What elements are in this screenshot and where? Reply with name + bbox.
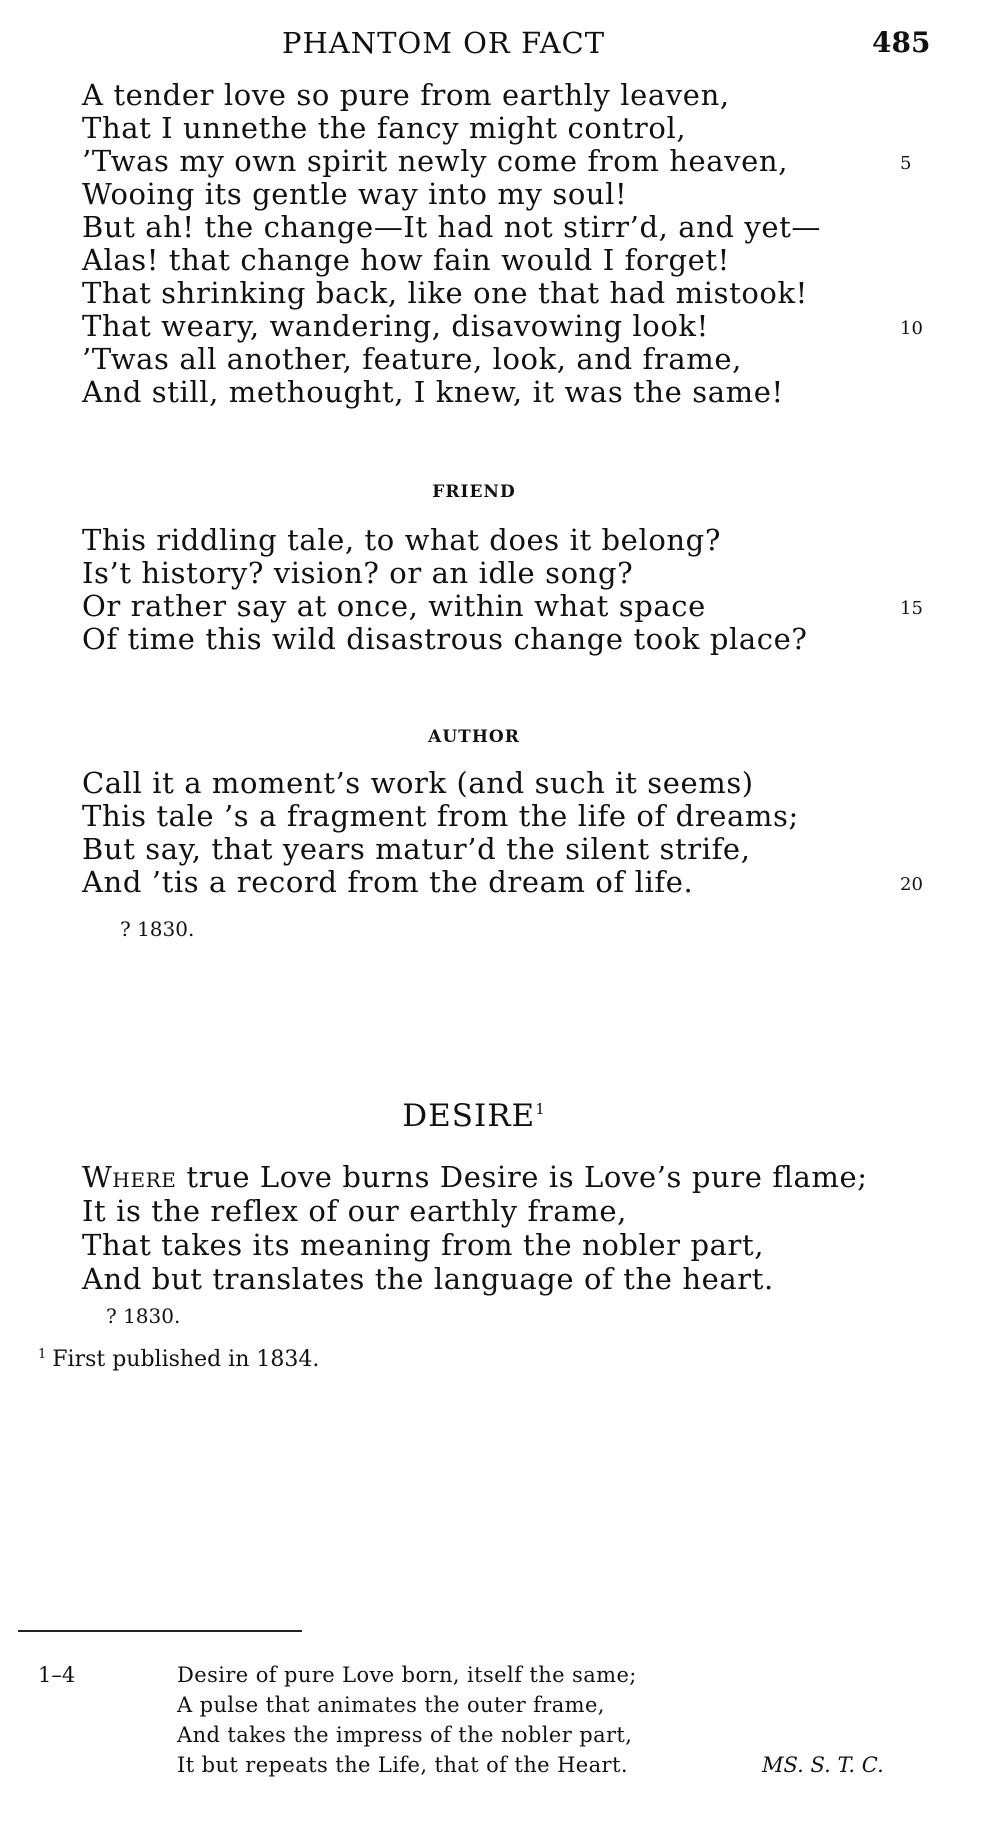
verse-line: Or rather say at once, within what space	[82, 589, 706, 623]
speaker-friend: FRIEND	[432, 482, 516, 502]
verse-line: Wooing its gentle way into my soul!	[82, 177, 628, 211]
variant-line: It but repeats the Life, that of the Heart.	[177, 1753, 628, 1777]
verse-line: It is the reflex of our earthly frame,	[82, 1194, 627, 1228]
first-line-rest: true Love burns Desire is Love’s pure flame;	[176, 1160, 868, 1194]
line-number: 15	[900, 598, 923, 619]
footnote	[38, 1347, 319, 1372]
verse-line: ’Twas all another, feature, look, and frame,	[82, 342, 742, 376]
verse-line: That takes its meaning from the nobler part,	[82, 1228, 765, 1262]
speaker-author: AUTHOR	[428, 727, 520, 747]
verse-line: Of time this wild disastrous change took place?	[82, 622, 808, 656]
verse-line: But ah! the change—It had not stirr’d, and yet—	[82, 210, 822, 244]
line-number: 10	[900, 318, 923, 339]
variant-line: Desire of pure Love born, itself the same;	[177, 1663, 637, 1687]
poem-title-text: DESIRE	[402, 1098, 536, 1134]
verse-line: That shrinking back, like one that had mistook!	[82, 276, 808, 310]
verse-line: A tender love so pure from earthly leaven,	[82, 78, 730, 112]
verse-line: This tale ’s a fragment from the life of dreams;	[82, 799, 799, 833]
verse-line: And still, methought, I knew, it was the same!	[82, 375, 784, 409]
page-number: 485	[872, 26, 931, 59]
verse-line: Alas! that change how fain would I forget!	[82, 243, 730, 277]
verse-line: But say, that years matur’d the silent strife,	[82, 832, 751, 866]
poem-date: ? 1830.	[120, 917, 195, 941]
variant-line: And takes the impress of the nobler part,	[177, 1723, 633, 1747]
footnote-text: First published in 1834.	[52, 1347, 320, 1372]
poem-title	[0, 1098, 948, 1134]
verse-line	[82, 1160, 868, 1194]
line-number: 5	[900, 153, 912, 174]
verse-line: This riddling tale, to what does it belong?	[82, 523, 721, 557]
variant-line: A pulse that animates the outer frame,	[177, 1693, 605, 1717]
first-word: Where	[82, 1160, 177, 1194]
verse-line: That I unnethe the fancy might control,	[82, 111, 687, 145]
verse-line: And ’tis a record from the dream of life.	[82, 865, 694, 899]
page-header	[0, 26, 1000, 66]
footnote-reference: 1	[535, 1100, 546, 1118]
line-number: 20	[900, 874, 923, 895]
verse-line: Call it a moment’s work (and such it seems)	[82, 766, 754, 800]
footnote-divider	[18, 1630, 302, 1632]
variant-line-range: 1–4	[38, 1663, 76, 1687]
verse-line: Is’t history? vision? or an idle song?	[82, 556, 634, 590]
verse-line: And but translates the language of the heart.	[82, 1262, 774, 1296]
manuscript-source: MS. S. T. C.	[762, 1753, 884, 1777]
footnote-marker: 1	[38, 1347, 47, 1362]
verse-line: That weary, wandering, disavowing look!	[82, 309, 709, 343]
running-title: PHANTOM OR FACT	[282, 26, 606, 60]
poem-date: ? 1830.	[106, 1304, 181, 1328]
verse-line: ’Twas my own spirit newly come from heaven,	[82, 144, 789, 178]
